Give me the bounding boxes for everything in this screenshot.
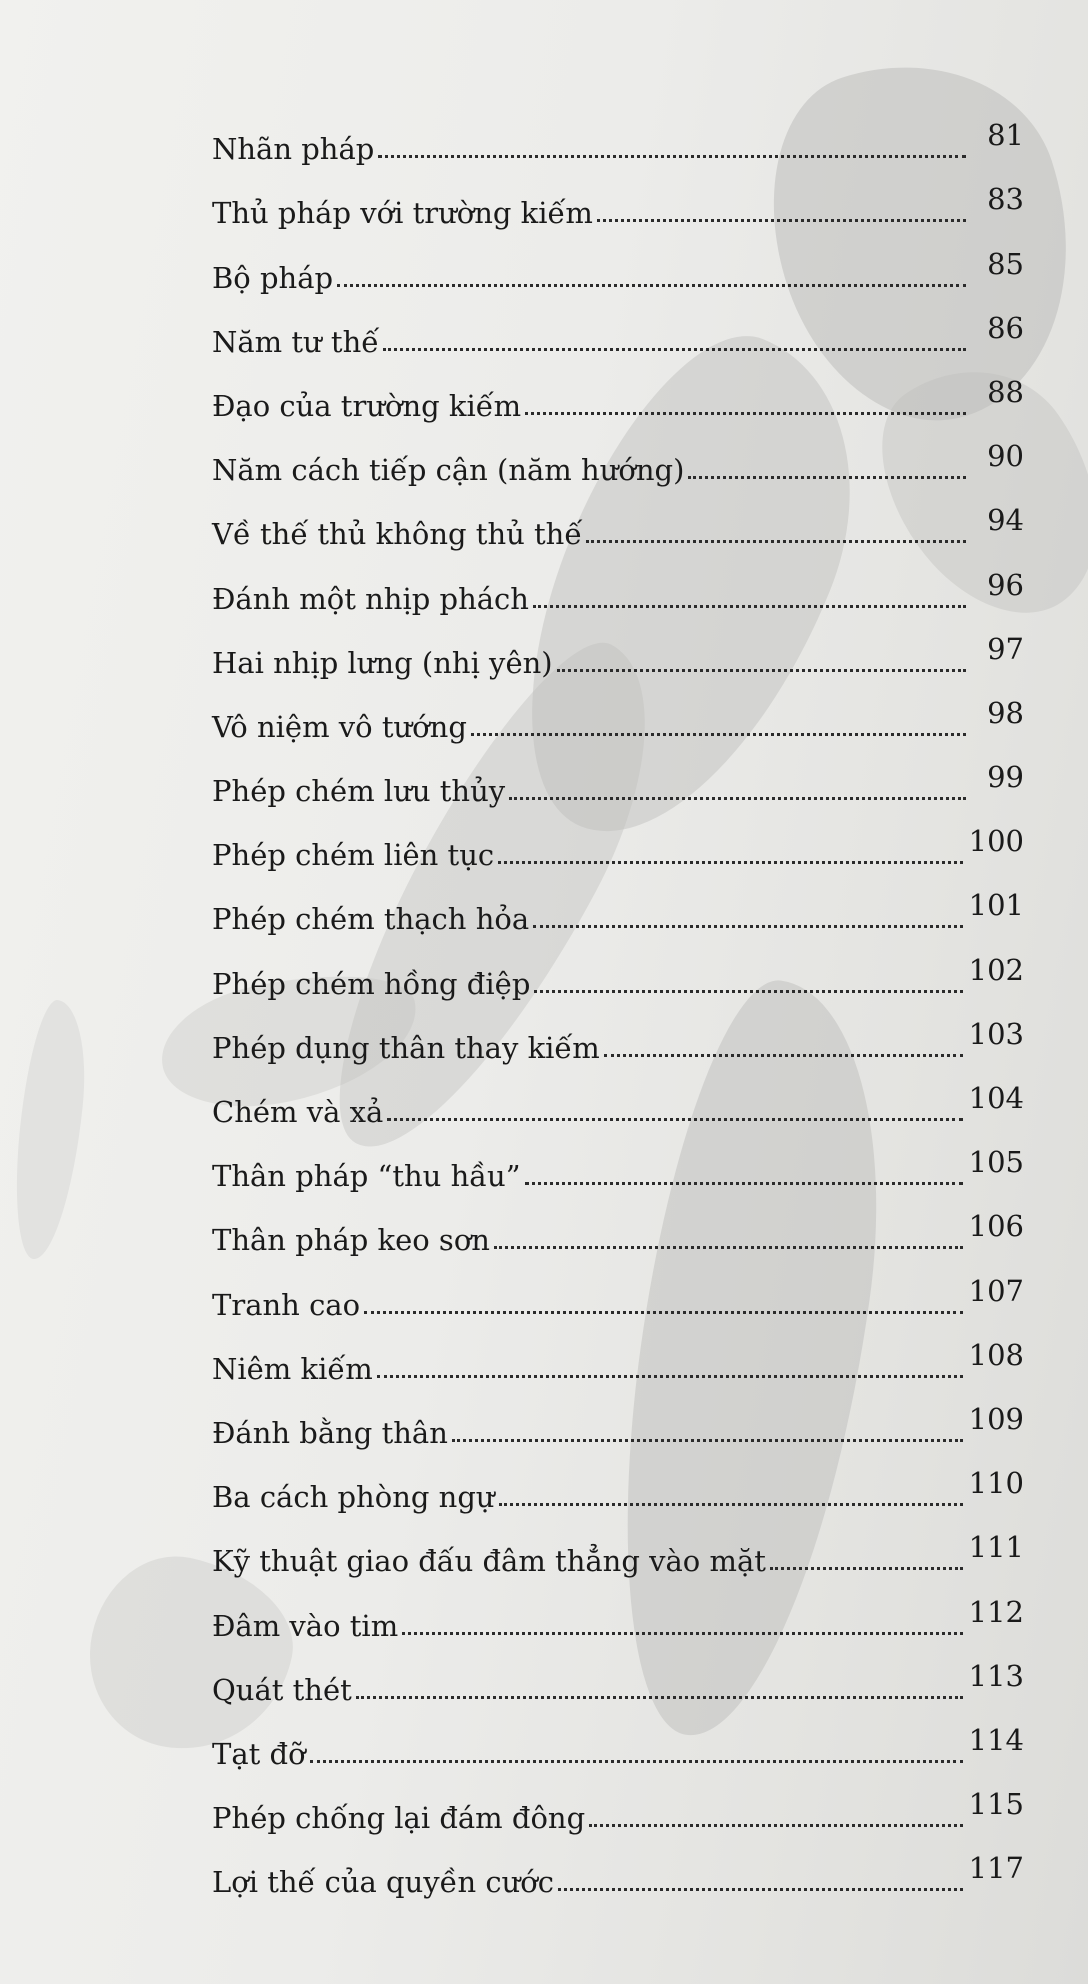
toc-entry-page-number: 85 [987,246,1024,281]
toc-entry-title: Phép chém liên tục [212,838,495,873]
toc-entry-title: Quát thét [212,1672,352,1707]
toc-entry-title: Kỹ thuật giao đấu đâm thẳng vào mặt [212,1544,766,1579]
dot-leader [402,1632,962,1635]
dot-leader [452,1439,963,1442]
toc-entry-title: Năm tư thế [212,324,380,359]
toc-entry-page-number: 88 [987,374,1024,409]
toc-entry-page-number: 81 [987,118,1024,153]
toc-entry [212,1705,1024,1769]
toc-entry [212,934,1024,1001]
toc-entry [212,1641,1024,1705]
toc-entry [212,100,1024,167]
dot-leader [604,1054,963,1057]
toc-entry [212,1191,1024,1258]
toc-entry-title: Thủ pháp với trường kiếm [212,196,593,231]
toc-entry-title: Thân pháp keo sơn [212,1223,490,1258]
toc-entry-title: Đạo của trường kiếm [212,388,522,423]
dot-leader [589,1824,962,1827]
toc-entry [212,614,1024,678]
dot-leader [688,476,966,479]
toc-entry [212,1255,1024,1322]
toc-entry-page-number: 107 [968,1273,1024,1308]
dot-leader [534,990,962,993]
toc-entry [212,1063,1024,1127]
toc-entry-title: Lợi thế của quyền cước [212,1865,555,1900]
toc-entry-page-number: 106 [968,1209,1024,1244]
toc-entry-title: Tranh cao [212,1287,361,1322]
toc-entry [212,999,1024,1063]
toc-entry [212,1448,1024,1515]
toc-entry [212,806,1024,873]
brush-stroke-watermark [7,998,94,1263]
toc-entry-page-number: 117 [968,1851,1024,1886]
toc-entry-title: Phép chống lại đám đông [212,1801,586,1836]
toc-entry-title: Ba cách phòng ngự [212,1480,495,1515]
toc-entry [212,549,1024,616]
toc-entry-title: Bộ pháp [212,260,334,295]
toc-entry-page-number: 115 [968,1787,1024,1822]
toc-entry-page-number: 109 [968,1401,1024,1436]
toc-entry-title: Đánh một nhịp phách [212,581,529,616]
toc-entry-page-number: 97 [987,631,1024,666]
dot-leader [557,669,966,672]
toc-entry-title: Thân pháp “thu hầu” [212,1159,521,1194]
toc-entry-title: Hai nhịp lưng (nhị yên) [212,645,553,680]
toc-entry [212,1320,1024,1384]
toc-entry-page-number: 83 [987,182,1024,217]
dot-leader [377,1375,963,1378]
toc-entry-title: Tạt đỡ [212,1736,306,1771]
toc-entry-page-number: 86 [987,310,1024,345]
toc-entry [212,1769,1024,1836]
toc-entry-page-number: 114 [968,1722,1024,1757]
toc-entry [212,228,1024,295]
dot-leader [558,1888,963,1891]
dot-leader [498,861,963,864]
dot-leader [387,1118,962,1121]
toc-entry-title: Đánh bằng thân [212,1415,448,1450]
dot-leader [533,605,966,608]
toc-entry-title: Phép chém lưu thủy [212,774,506,809]
toc-entry-title: Phép chém thạch hỏa [212,902,530,937]
toc-entry-page-number: 98 [987,695,1024,730]
dot-leader [597,219,966,222]
toc-entry [212,1384,1024,1448]
toc-entry [212,1512,1024,1579]
dot-leader [356,1696,963,1699]
toc-entry [212,485,1024,552]
toc-entry [212,164,1024,231]
toc-entry-title: Phép chém hồng điệp [212,966,531,1001]
toc-entry [212,742,1024,809]
toc-entry-title: Phép dụng thân thay kiếm [212,1030,600,1065]
dot-leader [337,284,966,287]
toc-entry-page-number: 94 [987,503,1024,538]
toc-entry-page-number: 99 [987,760,1024,795]
toc-entry-page-number: 105 [968,1145,1024,1180]
toc-entry [212,1127,1024,1194]
dot-leader [494,1246,963,1249]
toc-entry [212,421,1024,488]
toc-entry-page-number: 112 [968,1594,1024,1629]
dot-leader [364,1311,963,1314]
dot-leader [533,925,963,928]
toc-entry-page-number: 104 [968,1081,1024,1115]
toc-entry [212,357,1024,421]
dot-leader [525,1182,963,1185]
toc-entry-title: Đâm vào tim [212,1608,399,1643]
dot-leader [499,1503,963,1506]
toc-entry-title: Năm cách tiếp cận (năm hướng) [212,453,685,488]
toc-entry-page-number: 101 [968,888,1024,923]
toc-entry-title: Nhãn pháp [212,132,375,167]
toc-entry-page-number: 111 [968,1530,1024,1565]
table-of-contents [212,100,1024,1900]
toc-entry-page-number: 96 [987,567,1024,602]
dot-leader [586,540,966,543]
toc-entry-title: Về thế thủ không thủ thế [212,517,583,552]
toc-entry [212,293,1024,357]
toc-entry-page-number: 103 [968,1016,1024,1051]
toc-entry [212,678,1024,742]
toc-entry [212,870,1024,937]
toc-entry-title: Chém và xả [212,1095,384,1129]
toc-entry [212,1576,1024,1643]
toc-entry-page-number: 100 [968,824,1024,859]
toc-entry-page-number: 108 [968,1337,1024,1372]
toc-entry-page-number: 90 [987,439,1024,474]
dot-leader [770,1567,963,1570]
dot-leader [471,733,966,736]
toc-entry-page-number: 110 [968,1466,1024,1501]
dot-leader [310,1760,963,1763]
dot-leader [383,348,966,351]
dot-leader [525,412,966,415]
toc-entry-page-number: 113 [968,1658,1024,1693]
dot-leader [509,797,966,800]
toc-entry-page-number: 102 [968,952,1024,987]
toc-entry-title: Vô niệm vô tướng [212,709,467,744]
toc-entry-title: Niêm kiếm [212,1351,373,1386]
dot-leader [378,155,966,158]
toc-entry [212,1833,1024,1900]
